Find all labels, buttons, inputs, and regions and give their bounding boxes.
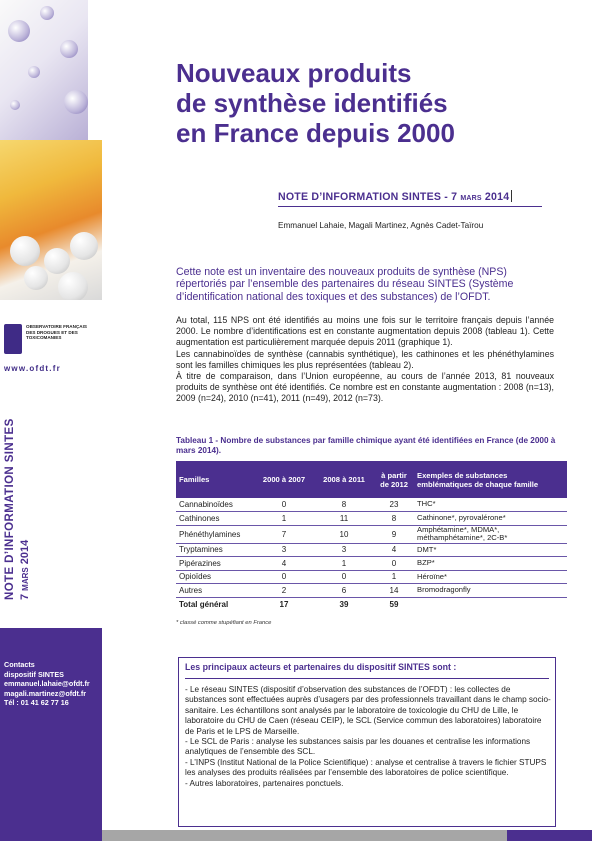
lead-paragraph: Cette note est un inventaire des nouveaux produits de synthèse (NPS) répertoriés par l’ensemble des partenaires du réseau SINTES (Système d’identification national des toxiques et des substances) de l’OFDT.: [176, 266, 514, 303]
logo-mark-icon: [4, 324, 22, 354]
partners-box-body: [185, 685, 551, 789]
note-date: 7 mars 2014: [451, 191, 510, 203]
body-paragraph: Au total, 115 NPS ont été identifiés au moins une fois sur le territoire français depuis l’année 2000. Le nombre d’identifications est en constante augmentation depuis 2008 (tableau 1). Cette augmentation est particulièrement marquée depuis 2011 (graphique 1).: [176, 315, 554, 348]
col-header-families: Familles: [176, 461, 254, 498]
cell-2008-2011: 11: [314, 512, 374, 526]
cell-examples: Héroïne*: [414, 570, 567, 584]
cell-2000-2007: 1: [254, 512, 314, 526]
total-cell-examples: [414, 597, 567, 611]
col-header-examples: Exemples de substances emblématiques de chaque famille: [414, 461, 567, 498]
authors: Emmanuel Lahaie, Magali Martinez, Agnès Cadet-Taïrou: [278, 221, 484, 230]
cell-2000-2007: 0: [254, 498, 314, 512]
cell-examples: Bromodragonfly: [414, 584, 567, 598]
partners-item: - Le SCL de Paris : analyse les substances saisis par les douanes et centralise les informations analytiques de l’ensemble des SCL.: [185, 737, 531, 757]
total-cell-2008-2011: 39: [339, 599, 349, 609]
cell-family: Cathinones: [176, 512, 254, 526]
title-line: de synthèse identifiés: [176, 88, 448, 118]
vertical-title: [4, 400, 44, 600]
cell-2000-2007: 7: [254, 525, 314, 543]
table-row: [176, 498, 567, 512]
table-row: [176, 512, 567, 526]
ofdt-logo[interactable]: [4, 324, 94, 378]
total-cell-2000-2007: 17: [279, 599, 289, 609]
table-header-row: [176, 461, 567, 498]
partners-item: - Le réseau SINTES (dispositif d’observation des substances de l’OFDT) : les collectes de substances sont effectuées auprès d’usagers par des professionnels travaillant dans le champ socio-sanitaire. Les échantillons sont analysés par le laboratoire de toxicologie du CHU de Lille, le laboratoire du CHU de Caen (réseau CEIP), le SCL (Service commun des laboratoires) laboratoire de Paris et le LPS de Marseille.: [185, 685, 551, 736]
cell-2008-2011: 3: [314, 543, 374, 557]
page-title: [176, 58, 576, 148]
title-line: Nouveaux produits: [176, 58, 412, 88]
cell-examples: Amphétamine*, MDMA*, méthamphétamine*, 2C-B*: [414, 525, 567, 543]
left-band: [0, 0, 102, 841]
logo-text: OBSERVATOIRE FRANÇAIS DES DROGUES ET DES TOXICOMANIES: [26, 324, 87, 341]
body-text: [176, 315, 554, 405]
cell-family: Pipérazines: [176, 557, 254, 571]
header-divider: [278, 206, 542, 207]
cell-family: Opioïdes: [176, 570, 254, 584]
table-caption: Tableau 1 - Nombre de substances par famille chimique ayant été identifiées en France (de 2000 à mars 2014).: [176, 436, 556, 456]
cell-2000-2007: 4: [254, 557, 314, 571]
partners-box-divider: [185, 678, 549, 679]
col-header-2008-2011: 2008 à 2011: [314, 461, 374, 498]
table-row: [176, 525, 567, 543]
body-paragraph: Les cannabinoïdes de synthèse (cannabis synthétique), les cathinones et les phénéthylamines sont les familles chimiques les plus représentées (tableau 2).: [176, 348, 554, 370]
contacts-title: Contacts: [4, 660, 35, 669]
table-row: [176, 557, 567, 571]
cell-examples: BZP*: [414, 557, 567, 571]
contacts-block: [4, 660, 100, 708]
contacts-subtitle: dispositif SINTES: [4, 669, 64, 679]
cell-from-2012: 0: [374, 557, 414, 571]
title-line: en France depuis 2000: [176, 118, 455, 148]
note-label: NOTE D’INFORMATION SINTES -: [278, 191, 452, 203]
partners-item: - L’INPS (Institut National de la Police Scientifique) : analyse et centralise à travers le fichier STUPS les analyses des produits réalisées par l’ensemble des laboratoires de police scientifique.: [185, 757, 547, 778]
cell-family: Phénéthylamines: [176, 525, 254, 543]
col-header-2000-2007: 2000 à 2007: [254, 461, 314, 498]
table-row: [176, 570, 567, 584]
partners-item: - Autres laboratoires, partenaires ponctuels.: [185, 778, 344, 788]
cell-from-2012: 4: [374, 543, 414, 557]
cell-family: Tryptamines: [176, 543, 254, 557]
cell-2008-2011: 8: [314, 498, 374, 512]
table-total-row: [176, 597, 567, 611]
substances-table: [176, 461, 567, 611]
cell-2000-2007: 3: [254, 543, 314, 557]
footer-accent: [507, 830, 592, 841]
website-link[interactable]: www.ofdt.fr: [4, 364, 61, 373]
total-cell-family: Total général: [179, 599, 229, 609]
cell-from-2012: 1: [374, 570, 414, 584]
cell-from-2012: 23: [374, 498, 414, 512]
cell-2008-2011: 10: [314, 525, 374, 543]
table-row: [176, 543, 567, 557]
col-header-from-2012: à partir de 2012: [374, 461, 414, 498]
cell-examples: DMT*: [414, 543, 567, 557]
pills-photo: [0, 140, 102, 300]
cell-2008-2011: 0: [314, 570, 374, 584]
cell-from-2012: 14: [374, 584, 414, 598]
vertical-title-label: NOTE D’INFORMATION SINTES: [4, 418, 16, 600]
contact-email-2[interactable]: magali.martinez@ofdt.fr: [4, 688, 87, 698]
cell-examples: THC*: [414, 498, 567, 512]
cell-2000-2007: 2: [254, 584, 314, 598]
text-cursor: [511, 190, 512, 202]
cell-family: Cannabinoïdes: [176, 498, 254, 512]
cell-2000-2007: 0: [254, 570, 314, 584]
partners-box-title: Les principaux acteurs et partenaires du dispositif SINTES sont :: [185, 662, 457, 672]
cell-2008-2011: 1: [314, 557, 374, 571]
cell-examples: Cathinone*, pyrovalérone*: [414, 512, 567, 526]
table-row: [176, 584, 567, 598]
contact-email-1[interactable]: emmanuel.lahaie@ofdt.fr: [4, 679, 90, 688]
vertical-title-date: 7 mars 2014: [19, 539, 31, 600]
cell-from-2012: 8: [374, 512, 414, 526]
note-header: [278, 190, 542, 203]
body-paragraph: À titre de comparaison, dans l’Union européenne, au cours de l’année 2013, 81 nouveaux produits de synthèse ont été identifiés. Ce nombre est en constante augmentation : 2008 (n=13), 2009 (n=24), 2010 (n=41), 2011 (n=49), 2012 (n=73).: [176, 371, 554, 404]
total-cell-from-2012: 59: [389, 599, 399, 609]
table-footnote: * classé comme stupéfiant en France: [176, 620, 272, 626]
table-body: [176, 498, 567, 611]
cell-family: Autres: [176, 584, 254, 598]
cell-from-2012: 9: [374, 525, 414, 543]
cell-2008-2011: 6: [314, 584, 374, 598]
molecule-illustration: [0, 0, 88, 140]
partners-box: [178, 657, 556, 827]
contact-phone: Tél : 01 41 62 77 16: [4, 698, 69, 707]
